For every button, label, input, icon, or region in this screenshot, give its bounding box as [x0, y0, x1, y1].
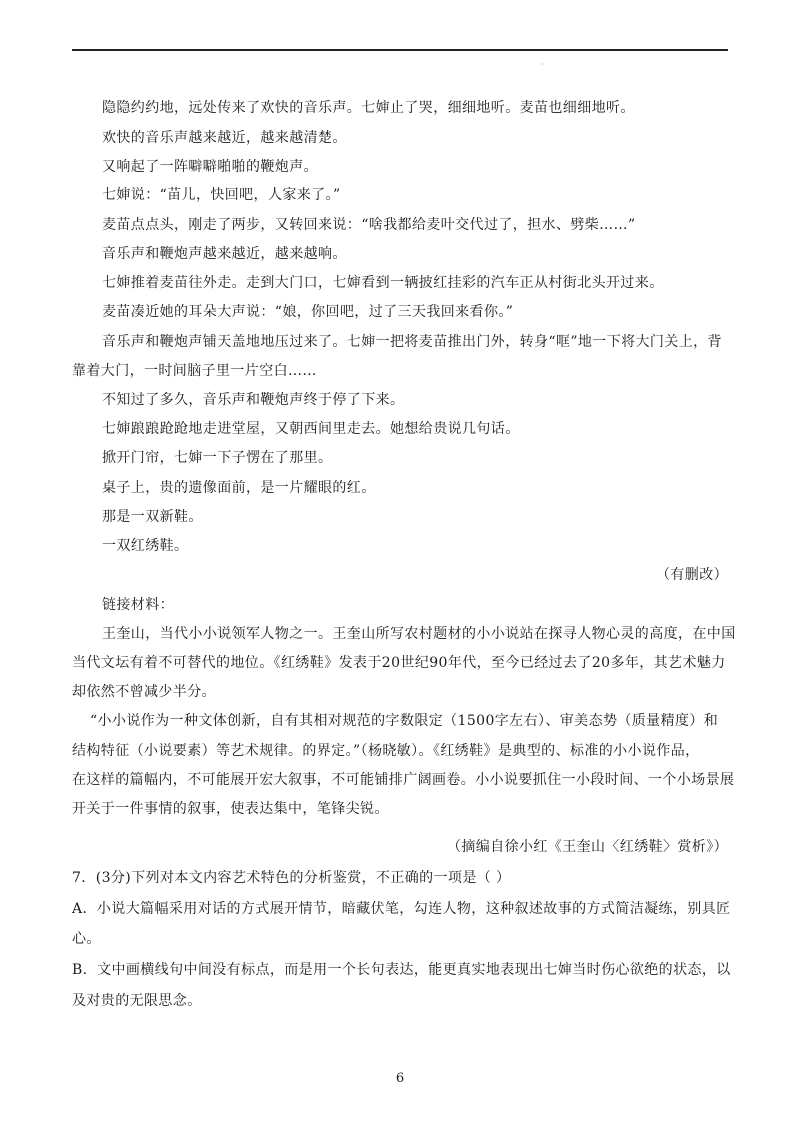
text-line: 七婶推着麦苗往外走。走到大门口，七婶看到一辆披红挂彩的汽车正从村街北头开过来。 — [102, 275, 664, 291]
text-line: 一双红绣鞋。 — [102, 538, 189, 554]
text-line: 欢快的音乐声越来越近，越来越清楚。 — [102, 130, 347, 146]
text-line: 隐隐约约地，远处传来了欢快的音乐声。七婶止了哭，细细地听。麦苗也细细地听。 — [102, 100, 635, 116]
page-number: 6 — [395, 1071, 405, 1086]
text-line: 在这样的篇幅内，不可能展开宏大叙事，不可能铺排广阔画卷。小小说要抓住一小段时间、一个小场景展 — [72, 772, 735, 788]
text-line: 七婶踉踉跄跄地走进堂屋，又朝西间里走去。她想给贵说几句话。 — [102, 421, 520, 437]
header-rule — [72, 49, 728, 51]
text-line: 掀开门帘，七婶一下子愣在了那里。 — [102, 450, 333, 466]
text-line: 结构特征（小说要素）等艺术规律。的界定。”（杨晓敏）。《红绣鞋》是典型的、标准的小小说作品， — [72, 743, 700, 759]
text-line: 不知过了多久，音乐声和鞭炮声终于停了下来。 — [102, 392, 405, 408]
text-line: 那是一双新鞋。 — [102, 509, 203, 525]
question-stem: 7．(3分)下列对本文内容艺术特色的分析鉴赏，不正确的一项是（ ） — [72, 870, 511, 886]
text-line: 又响起了一阵噼噼啪啪的鞭炮声。 — [102, 159, 318, 175]
source-note: （有删改） — [656, 567, 728, 583]
option-a-cont: 心。 — [72, 931, 101, 947]
decorative-dot: · — [541, 60, 544, 69]
source-note: （摘编自徐小红《王奎山〈红绣鞋〉赏析》） — [447, 839, 728, 855]
text-line: 麦苗点点头，刚走了两步，又转回来说：“啥我都给麦叶交代过了，担水、劈柴……” — [102, 217, 636, 233]
text-line: 开关于一件事情的叙事，使表达集中，笔锋尖锐。 — [72, 801, 389, 817]
text-line: 靠着大门，一时间脑子里一片空白…… — [72, 363, 317, 379]
text-line: 麦苗凑近她的耳朵大声说：“娘，你回吧，过了三天我回来看你。” — [102, 304, 514, 320]
option-b: B．文中画横线句中间没有标点，而是用一个长句表达，能更真实地表现出七婶当时伤心欲绝的状态，以 — [72, 962, 731, 978]
text-line: 王奎山，当代小小说领军人物之一。王奎山所写农村题材的小小说站在探寻人物心灵的高度，在中国 — [102, 626, 736, 642]
text-line: “小小说作为一种文体创新，自有其相对规范的字数限定（1500字左右）、审美态势（质量精度）和 — [90, 713, 719, 729]
text-line: 音乐声和鞭炮声铺天盖地地压过来了。七婶一把将麦苗推出门外，转身“哐”地一下将大门关上，背 — [102, 334, 722, 350]
section-heading: 链接材料： — [102, 597, 174, 613]
text-line: 音乐声和鞭炮声越来越近，越来越响。 — [102, 246, 347, 262]
option-b-cont: 及对贵的无限思念。 — [72, 993, 202, 1009]
text-line: 桌子上，贵的遗像面前，是一片耀眼的红。 — [102, 480, 376, 496]
text-line: 却依然不曾减少半分。 — [72, 684, 216, 700]
option-a: A．小说大篇幅采用对话的方式展开情节，暗藏伏笔，勾连人物，这种叙述故事的方式简洁凝练，别具匠 — [72, 901, 731, 917]
text-line: 七婶说：“苗儿，快回吧，人家来了。” — [102, 187, 341, 203]
text-line: 当代文坛有着不可替代的地位。《红绣鞋》发表于20世纪90年代，至今已经过去了20多年，其艺术魅力 — [72, 655, 726, 671]
